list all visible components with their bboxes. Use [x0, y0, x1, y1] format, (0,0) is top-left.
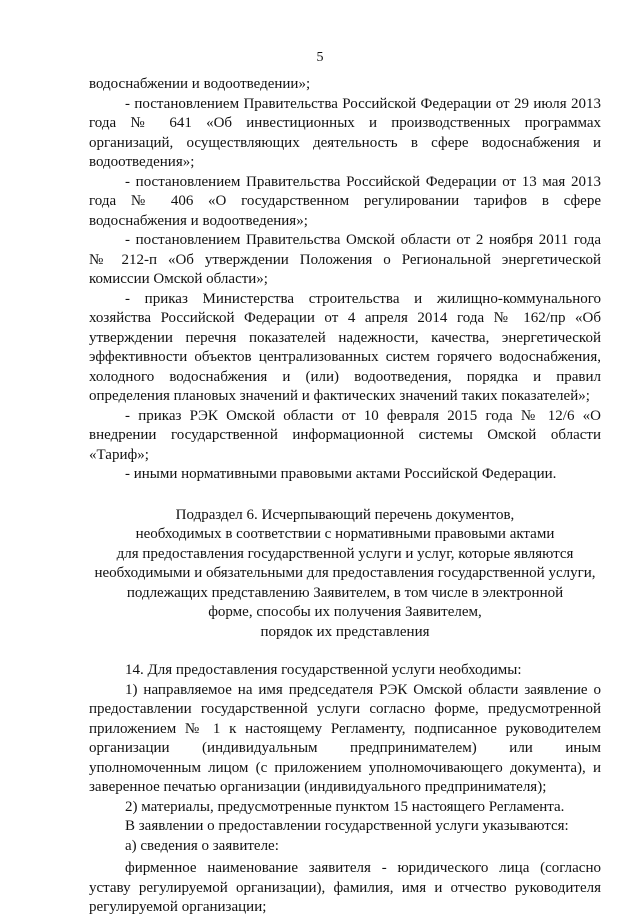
heading-line: подлежащих представлению Заявителем, в том числе в электронной	[126, 584, 564, 601]
section-paragraph: В заявлении о предоставлении государственной услуги указываются:	[125, 818, 569, 834]
list-item: - постановлением Правительства Российской Федерации от 13 мая 2013 года № 406 «О государственном регулировании тарифов в сфере водоснабжения и водоотведения»;	[89, 173, 601, 229]
list-item: - приказ РЭК Омской области от 10 февраля 2015 года № 12/6 «О внедрении государственной информационной системы Омской области «Тариф»;	[89, 407, 601, 463]
section-paragraph: 1) направляемое на имя председателя РЭК Омской области заявление о предоставлении государственной услуги согласно форме, предусмотренной приложением № 1 к настоящему Регламенту, подписанное руководителем организации (индивидуальным предпринимателем) или иным уполномоченным лицом (с приложением уполномочивающего документа), и заверенное печатью организации (индивидуального предпринимателя);	[89, 681, 601, 795]
section-paragraph: а) сведения о заявителе:	[125, 837, 279, 854]
page-number: 5	[316, 50, 324, 65]
subsection-heading	[89, 506, 601, 643]
heading-line: необходимых в соответствии с нормативными правовыми актами	[135, 526, 555, 542]
section-paragraph: фирменное наименование заявителя - юридического лица (согласно уставу регулируемой организации), фамилия, имя и отчество руководителя регулируемой организации;	[89, 860, 601, 915]
list-item: - постановлением Правительства Российской Федерации от 29 июля 2013 года № 641 «Об инвестиционных и производственных программах организаций, осуществляющих деятельность в сфере водоснабжения и водоотведения»;	[89, 95, 601, 170]
heading-line: форме, способы их получения Заявителем,	[208, 604, 482, 620]
heading-line: Подраздел 6. Исчерпывающий перечень документов,	[175, 506, 515, 523]
heading-line: для предоставления государственной услуги и услуг, которые являются	[116, 545, 574, 562]
list-item: - постановлением Правительства Омской области от 2 ноября 2011 года № 212-п «Об утверждении Положения о Региональной энергетической комиссии Омской области»;	[89, 232, 601, 287]
list-item: - иными нормативными правовыми актами Российской Федерации.	[125, 466, 557, 482]
list-item: - приказ Министерства строительства и жилищно-коммунального хозяйства Российской Федерации от 4 апреля 2014 года № 162/пр «Об утверждении перечня показателей надежности, качества, энергетической эффективности объектов централизованных систем горячего водоснабжения, холодного водоснабжения и (или) водоотведения, порядка и правил определения плановых значений и фактических значений таких показателей»;	[89, 290, 601, 404]
heading-line: необходимыми и обязательными для предоставления государственной услуги,	[94, 565, 596, 581]
heading-line: порядок их представления	[260, 623, 430, 640]
list-item: водоснабжении и водоотведении»;	[89, 76, 311, 92]
document-body	[89, 75, 601, 918]
section-paragraph: 14. Для предоставления государственной услуги необходимы:	[125, 662, 522, 678]
section-paragraph: 2) материалы, предусмотренные пунктом 15 настоящего Регламента.	[125, 798, 565, 815]
